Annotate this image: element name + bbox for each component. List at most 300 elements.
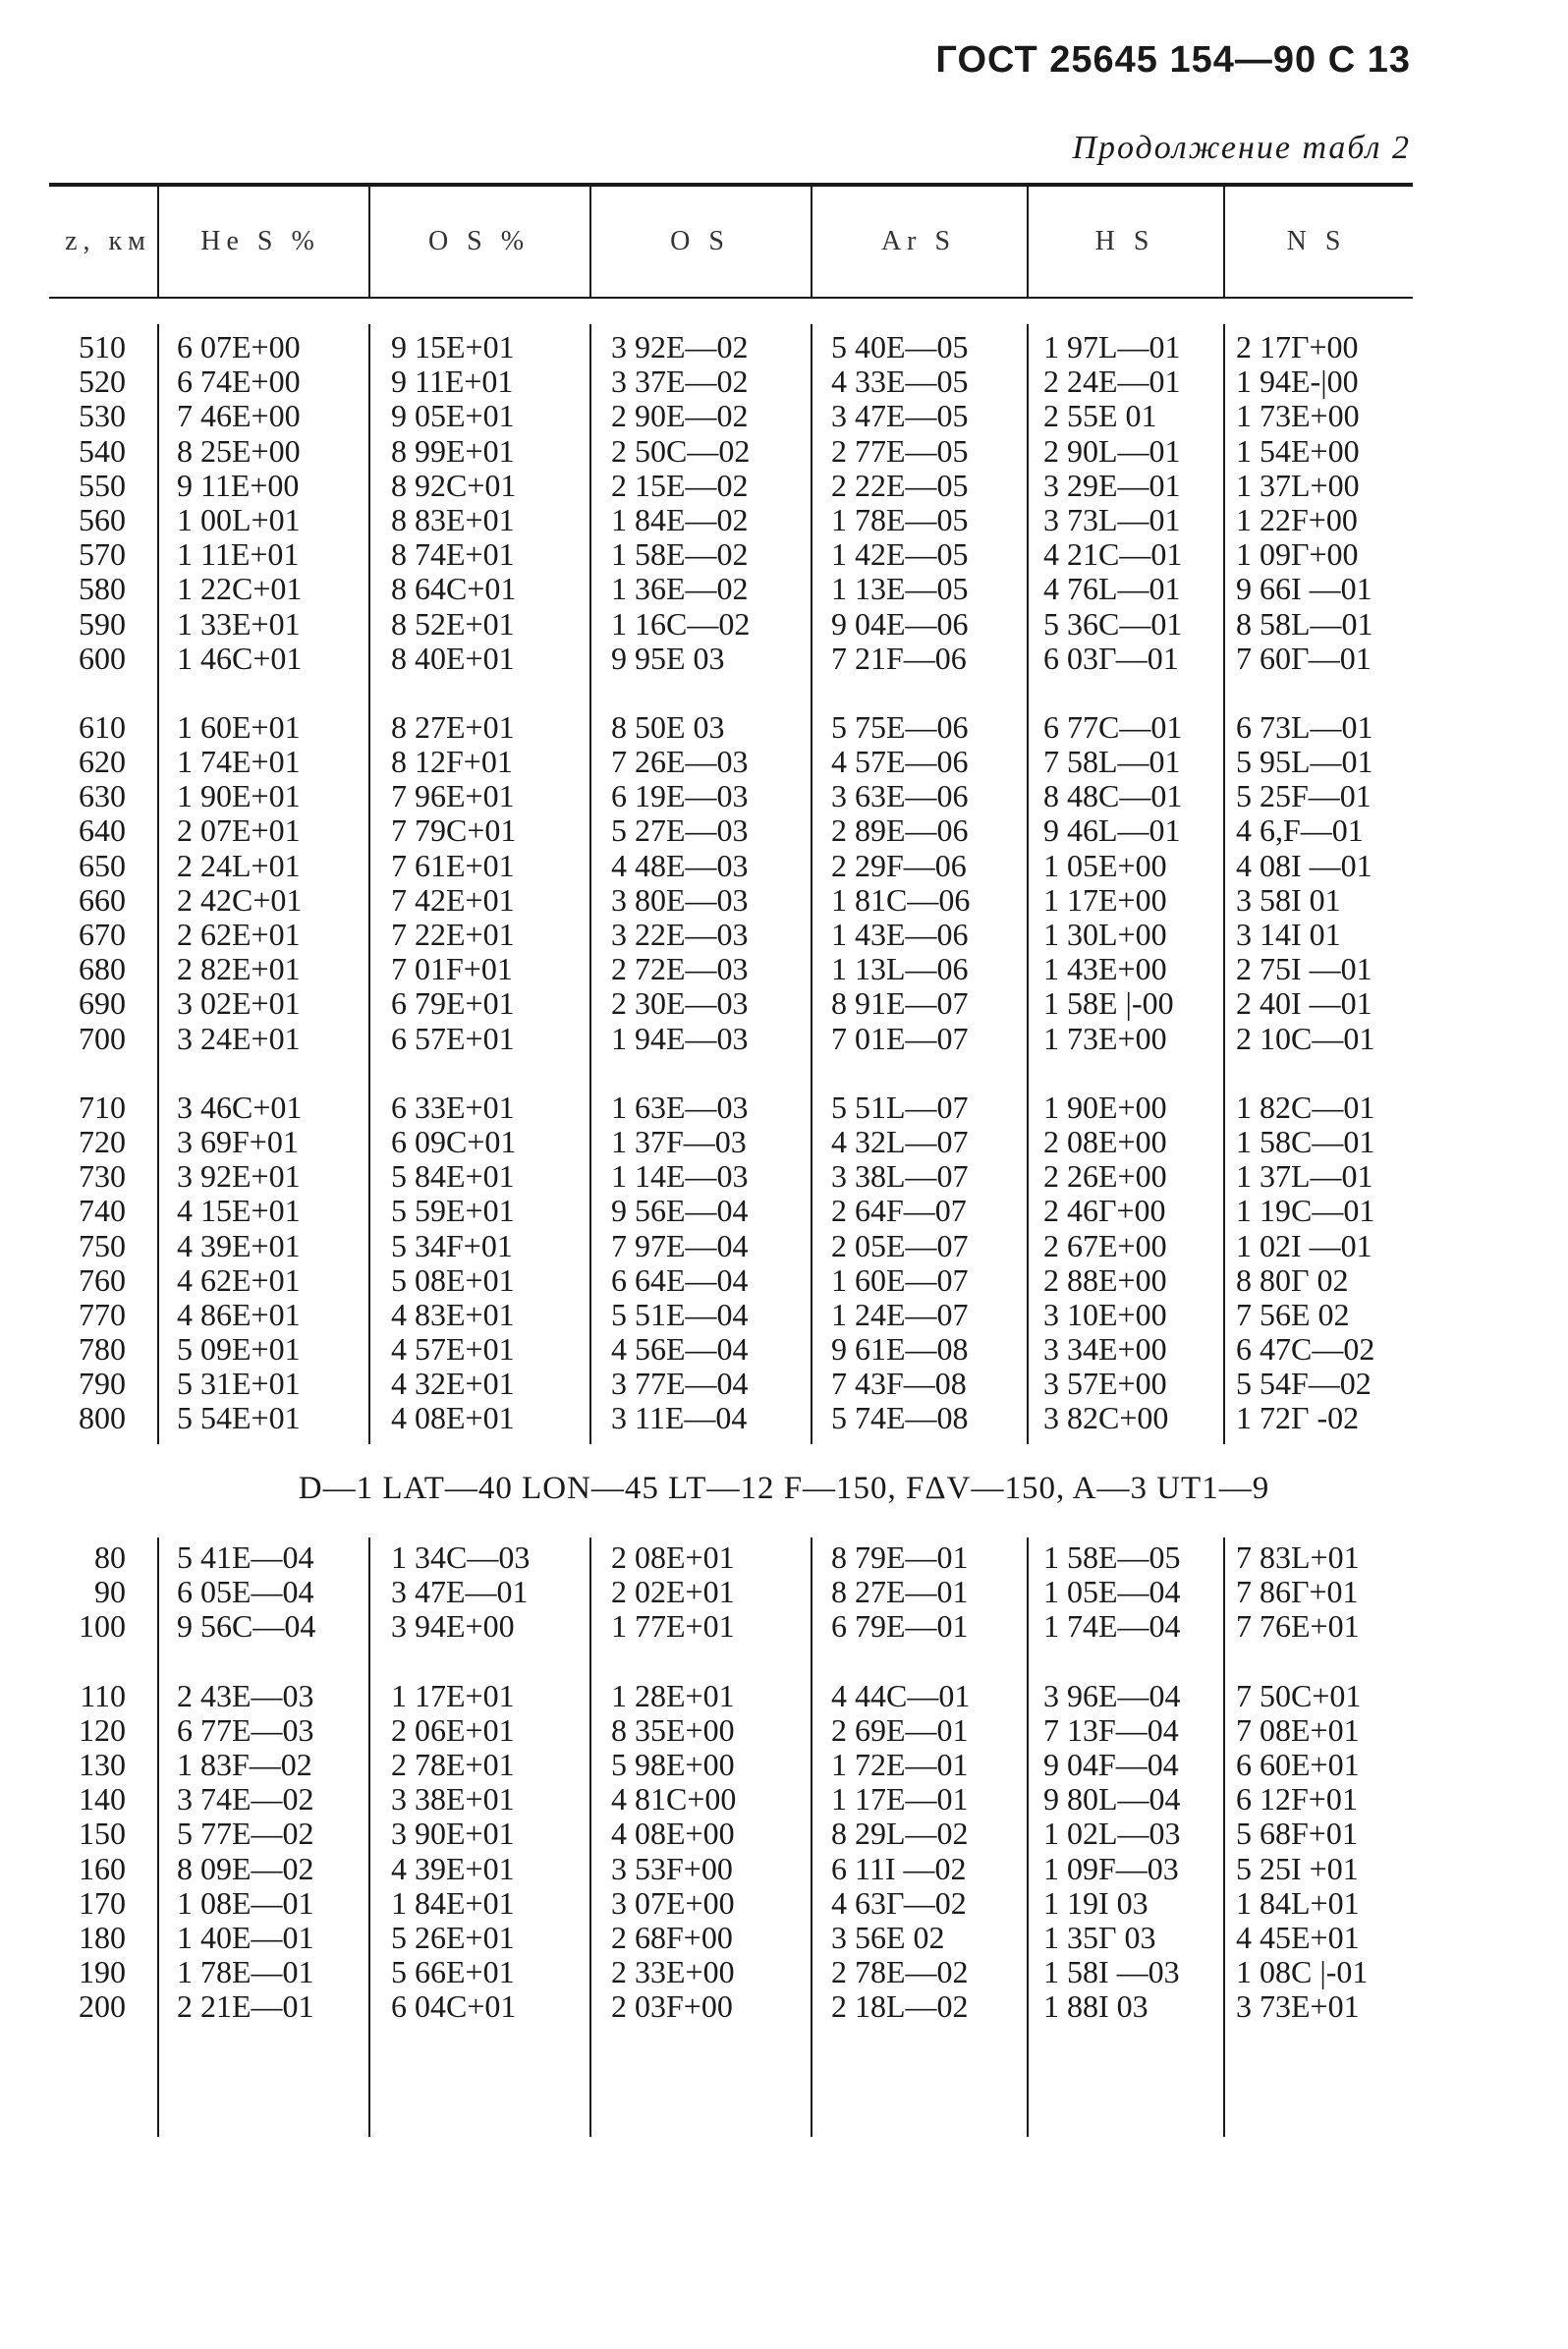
value-cell: 6 77C—01 xyxy=(1043,708,1183,745)
value-cell: 7 76E+01 xyxy=(1236,1608,1360,1645)
altitude-cell: 100 xyxy=(79,1608,126,1645)
value-cell: 7 56E 02 xyxy=(1236,1296,1350,1332)
table-row xyxy=(0,813,1568,848)
table-header-rule xyxy=(49,297,1413,299)
column-header-h: H S xyxy=(1094,226,1155,256)
value-cell: 5 51L—07 xyxy=(831,1089,969,1125)
altitude-cell: 540 xyxy=(79,432,126,469)
table-row xyxy=(0,1989,1568,2024)
value-cell: 1 05E—04 xyxy=(1043,1574,1181,1610)
value-cell: 9 66I —01 xyxy=(1236,571,1372,607)
table-row xyxy=(0,745,1568,779)
value-cell: 2 69E—01 xyxy=(831,1711,969,1748)
value-cell: 4 39E+01 xyxy=(177,1227,301,1263)
value-cell: 6 74E+00 xyxy=(177,364,301,400)
value-cell: 8 64C+01 xyxy=(391,571,517,607)
value-cell: 2 05E—07 xyxy=(831,1227,969,1263)
value-cell: 9 80L—04 xyxy=(1043,1781,1181,1818)
value-cell: 1 17E+01 xyxy=(391,1677,515,1713)
value-cell: 5 31E+01 xyxy=(177,1366,301,1402)
value-cell: 3 38E+01 xyxy=(391,1781,515,1818)
value-cell: 4 33E—05 xyxy=(831,364,969,400)
value-cell: 8 40E+01 xyxy=(391,640,515,676)
table-row xyxy=(0,434,1568,469)
value-cell: 7 61E+01 xyxy=(391,847,515,883)
column-divider xyxy=(157,187,159,297)
table-row xyxy=(0,607,1568,642)
value-cell: 2 33E+00 xyxy=(611,1954,735,1990)
value-cell: 6 11I —02 xyxy=(831,1850,967,1886)
value-cell: 4 6,F—01 xyxy=(1236,812,1364,849)
value-cell: 1 36E—02 xyxy=(611,571,749,607)
value-cell: 7 86Г+01 xyxy=(1236,1574,1359,1610)
column-header-he: He S % xyxy=(200,226,320,256)
value-cell: 2 67E+00 xyxy=(1043,1227,1167,1263)
value-cell: 1 74E—04 xyxy=(1043,1608,1181,1645)
table-block-upper xyxy=(0,330,1568,1436)
column-header-o: O S xyxy=(670,226,730,256)
value-cell: 1 16C—02 xyxy=(611,605,751,642)
table-row xyxy=(0,537,1568,572)
table-row xyxy=(0,1367,1568,1401)
value-cell: 5 51E—04 xyxy=(611,1296,749,1332)
value-cell: 7 08E+01 xyxy=(1236,1711,1360,1748)
value-cell: 2 64F—07 xyxy=(831,1193,967,1229)
value-cell: 4 08I —01 xyxy=(1236,847,1372,883)
value-cell: 3 29E—01 xyxy=(1043,467,1181,503)
value-cell: 1 37L—01 xyxy=(1236,1158,1373,1195)
value-cell: 1 08E—01 xyxy=(177,1884,314,1921)
value-cell: 4 21C—01 xyxy=(1043,536,1183,573)
value-cell: 3 47E—01 xyxy=(391,1574,529,1610)
value-cell: 3 92E+01 xyxy=(177,1158,301,1195)
value-cell: 3 53F+00 xyxy=(611,1850,733,1886)
value-cell: 7 21F—06 xyxy=(831,640,967,676)
altitude-cell: 640 xyxy=(79,812,126,849)
value-cell: 2 08E+00 xyxy=(1043,1123,1167,1159)
altitude-cell: 140 xyxy=(79,1781,126,1818)
value-cell: 4 81C+00 xyxy=(611,1781,737,1818)
value-cell: 4 32L—07 xyxy=(831,1123,969,1159)
altitude-cell: 590 xyxy=(79,605,126,642)
value-cell: 1 02I —01 xyxy=(1236,1227,1372,1263)
value-cell: 7 50C+01 xyxy=(1236,1677,1362,1713)
value-cell: 8 74E+01 xyxy=(391,536,515,573)
value-cell: 7 46E+00 xyxy=(177,398,301,434)
value-cell: 4 57E—06 xyxy=(831,744,969,780)
table-row xyxy=(0,1713,1568,1748)
value-cell: 5 25I +01 xyxy=(1236,1850,1359,1886)
table-row xyxy=(0,1852,1568,1886)
altitude-cell: 130 xyxy=(79,1746,126,1782)
column-header-ar: Ar S xyxy=(880,226,957,256)
column-divider xyxy=(811,187,812,297)
value-cell: 2 30E—03 xyxy=(611,985,749,1022)
value-cell: 2 07E+01 xyxy=(177,812,301,849)
table-row xyxy=(0,1817,1568,1851)
altitude-cell: 650 xyxy=(79,847,126,883)
table-top-rule xyxy=(49,183,1413,187)
value-cell: 5 68F+01 xyxy=(1236,1816,1358,1852)
altitude-cell: 150 xyxy=(79,1816,126,1852)
value-cell: 7 22E+01 xyxy=(391,917,515,952)
value-cell: 5 25F—01 xyxy=(1236,778,1372,814)
value-cell: 9 04F—04 xyxy=(1043,1746,1179,1782)
table-row xyxy=(0,1955,1568,1989)
value-cell: 1 58E—02 xyxy=(611,536,749,573)
value-cell: 3 63E—06 xyxy=(831,778,969,814)
value-cell: 8 91E—07 xyxy=(831,985,969,1022)
value-cell: 9 15E+01 xyxy=(391,329,515,364)
value-cell: 5 54E+01 xyxy=(177,1400,301,1436)
value-cell: 1 28E+01 xyxy=(611,1677,735,1713)
value-cell: 1 43E+00 xyxy=(1043,951,1167,987)
altitude-cell: 750 xyxy=(79,1227,126,1263)
value-cell: 5 26E+01 xyxy=(391,1919,515,1955)
table-row xyxy=(0,399,1568,433)
table-row xyxy=(0,883,1568,918)
value-cell: 2 82E+01 xyxy=(177,951,301,987)
altitude-cell: 710 xyxy=(79,1089,126,1125)
value-cell: 1 94E—03 xyxy=(611,1020,749,1056)
value-cell: 2 62E+01 xyxy=(177,917,301,952)
value-cell: 4 44C—01 xyxy=(831,1677,971,1713)
value-cell: 8 09E—02 xyxy=(177,1850,314,1886)
value-cell: 3 80E—03 xyxy=(611,881,749,918)
value-cell: 2 42C+01 xyxy=(177,881,303,918)
value-cell: 2 72E—03 xyxy=(611,951,749,987)
value-cell: 2 10C—01 xyxy=(1236,1020,1375,1056)
value-cell: 1 63E—03 xyxy=(611,1089,749,1125)
value-cell: 4 15E+01 xyxy=(177,1193,301,1229)
value-cell: 4 62E+01 xyxy=(177,1261,301,1298)
column-divider xyxy=(1027,187,1029,297)
table-row xyxy=(0,710,1568,745)
value-cell: 1 88I 03 xyxy=(1043,1988,1148,2025)
value-cell: 1 40E—01 xyxy=(177,1919,314,1955)
value-cell: 9 11E+00 xyxy=(177,467,300,503)
value-cell: 1 22C+01 xyxy=(177,571,303,607)
value-cell: 1 84E+01 xyxy=(391,1884,515,1921)
value-cell: 8 25E+00 xyxy=(177,432,301,469)
value-cell: 8 27E—01 xyxy=(831,1574,969,1610)
value-cell: 1 24E—07 xyxy=(831,1296,969,1332)
value-cell: 9 04E—06 xyxy=(831,605,969,642)
value-cell: 4 63Г—02 xyxy=(831,1884,967,1921)
value-cell: 5 27E—03 xyxy=(611,812,749,849)
value-cell: 6 33E+01 xyxy=(391,1089,515,1125)
altitude-cell: 670 xyxy=(79,917,126,952)
value-cell: 1 83F—02 xyxy=(177,1746,312,1782)
value-cell: 2 46Г+00 xyxy=(1043,1193,1166,1229)
table-row xyxy=(0,503,1568,537)
value-cell: 1 00L+01 xyxy=(177,501,301,537)
value-cell: 5 54F—02 xyxy=(1236,1366,1372,1402)
altitude-cell: 600 xyxy=(79,640,126,676)
value-cell: 4 76L—01 xyxy=(1043,571,1181,607)
altitude-cell: 680 xyxy=(79,951,126,987)
value-cell: 1 72E—01 xyxy=(831,1746,969,1782)
value-cell: 2 21E—01 xyxy=(177,1988,314,2025)
value-cell: 7 01E—07 xyxy=(831,1020,969,1056)
value-cell: 2 77E—05 xyxy=(831,432,969,469)
value-cell: 5 09E+01 xyxy=(177,1331,301,1368)
value-cell: 2 89E—06 xyxy=(831,812,969,849)
value-cell: 7 01F+01 xyxy=(391,951,513,987)
value-cell: 6 73L—01 xyxy=(1236,708,1373,745)
value-cell: 7 60Г—01 xyxy=(1236,640,1372,676)
altitude-cell: 80 xyxy=(94,1539,126,1575)
value-cell: 2 78E—02 xyxy=(831,1954,969,1990)
value-cell: 1 78E—05 xyxy=(831,501,969,537)
value-cell: 1 08C |-01 xyxy=(1236,1954,1369,1990)
value-cell: 1 78E—01 xyxy=(177,1954,314,1990)
value-cell: 7 83L+01 xyxy=(1236,1539,1360,1575)
table-row xyxy=(0,1609,1568,1644)
altitude-cell: 520 xyxy=(79,364,126,400)
value-cell: 5 77E—02 xyxy=(177,1816,314,1852)
value-cell: 1 33E+01 xyxy=(177,605,301,642)
value-cell: 1 90E+00 xyxy=(1043,1089,1167,1125)
value-cell: 8 52E+01 xyxy=(391,605,515,642)
value-cell: 4 08E+01 xyxy=(391,1400,515,1436)
value-cell: 9 11E+01 xyxy=(391,364,514,400)
value-cell: 1 13L—06 xyxy=(831,951,969,987)
value-cell: 4 45E+01 xyxy=(1236,1919,1360,1955)
value-cell: 1 17E—01 xyxy=(831,1781,969,1818)
value-cell: 4 57E+01 xyxy=(391,1331,515,1368)
value-cell: 2 75I —01 xyxy=(1236,951,1372,987)
altitude-cell: 720 xyxy=(79,1123,126,1159)
altitude-cell: 530 xyxy=(79,398,126,434)
value-cell: 5 74E—08 xyxy=(831,1400,969,1436)
value-cell: 6 04C+01 xyxy=(391,1988,517,2025)
column-divider xyxy=(589,187,591,297)
value-cell: 1 94E-|00 xyxy=(1236,364,1359,400)
value-cell: 2 08E+01 xyxy=(611,1539,735,1575)
value-cell: 4 83E+01 xyxy=(391,1296,515,1332)
altitude-cell: 160 xyxy=(79,1850,126,1886)
value-cell: 1 37L+00 xyxy=(1236,467,1360,503)
value-cell: 5 95L—01 xyxy=(1236,744,1373,780)
altitude-cell: 730 xyxy=(79,1158,126,1195)
value-cell: 1 72Г -02 xyxy=(1236,1400,1360,1436)
table-row xyxy=(0,1540,1568,1575)
altitude-cell: 560 xyxy=(79,501,126,537)
value-cell: 3 56E 02 xyxy=(831,1919,945,1955)
table-row xyxy=(0,642,1568,676)
table-row xyxy=(0,1091,1568,1125)
value-cell: 1 73E+00 xyxy=(1043,1020,1167,1056)
value-cell: 6 05E—04 xyxy=(177,1574,314,1610)
value-cell: 1 46C+01 xyxy=(177,640,303,676)
table-row xyxy=(0,330,1568,364)
value-cell: 2 90L—01 xyxy=(1043,432,1181,469)
column-header-altitude: z, км xyxy=(65,226,151,256)
value-cell: 2 17Г+00 xyxy=(1236,329,1359,364)
page-header: ГОСТ 25645 154—90 С 13 xyxy=(935,39,1411,81)
table-row xyxy=(0,1401,1568,1435)
altitude-cell: 510 xyxy=(79,329,126,364)
value-cell: 1 22F+00 xyxy=(1236,501,1358,537)
value-cell: 1 84L+01 xyxy=(1236,1884,1360,1921)
value-cell: 6 07E+00 xyxy=(177,329,301,364)
value-cell: 3 38L—07 xyxy=(831,1158,969,1195)
value-cell: 8 12F+01 xyxy=(391,744,513,780)
value-cell: 3 92E—02 xyxy=(611,329,749,364)
value-cell: 8 29L—02 xyxy=(831,1816,969,1852)
altitude-cell: 200 xyxy=(79,1988,126,2025)
value-cell: 7 43F—08 xyxy=(831,1366,967,1402)
altitude-cell: 780 xyxy=(79,1331,126,1368)
value-cell: 4 56E—04 xyxy=(611,1331,749,1368)
value-cell: 1 74E+01 xyxy=(177,744,301,780)
value-cell: 2 03F+00 xyxy=(611,1988,733,2025)
value-cell: 2 88E+00 xyxy=(1043,1261,1167,1298)
altitude-cell: 110 xyxy=(80,1677,126,1713)
value-cell: 1 30L+00 xyxy=(1043,917,1167,952)
table-row xyxy=(0,1263,1568,1298)
value-cell: 1 09Г+00 xyxy=(1236,536,1359,573)
value-cell: 4 86E+01 xyxy=(177,1296,301,1332)
value-cell: 1 35Г 03 xyxy=(1043,1919,1156,1955)
value-cell: 1 84E—02 xyxy=(611,501,749,537)
value-cell: 2 40I —01 xyxy=(1236,985,1372,1022)
value-cell: 3 14I 01 xyxy=(1236,917,1341,952)
altitude-cell: 570 xyxy=(79,536,126,573)
column-divider xyxy=(368,187,370,297)
value-cell: 8 50E 03 xyxy=(611,708,725,745)
value-cell: 1 73E+00 xyxy=(1236,398,1360,434)
table-row xyxy=(0,1194,1568,1228)
value-cell: 6 60E+01 xyxy=(1236,1746,1360,1782)
value-cell: 7 13F—04 xyxy=(1043,1711,1179,1748)
value-cell: 1 11E+01 xyxy=(177,536,300,573)
value-cell: 9 61E—08 xyxy=(831,1331,969,1368)
altitude-cell: 790 xyxy=(79,1366,126,1402)
table-row xyxy=(0,469,1568,503)
altitude-cell: 700 xyxy=(79,1020,126,1056)
value-cell: 9 56E—04 xyxy=(611,1193,749,1229)
altitude-cell: 550 xyxy=(79,467,126,503)
table-row xyxy=(0,1229,1568,1263)
value-cell: 9 46L—01 xyxy=(1043,812,1181,849)
altitude-cell: 580 xyxy=(79,571,126,607)
table-row xyxy=(0,1332,1568,1367)
value-cell: 2 06E+01 xyxy=(391,1711,515,1748)
value-cell: 8 79E—01 xyxy=(831,1539,969,1575)
value-cell: 8 99E+01 xyxy=(391,432,515,469)
table-row xyxy=(0,1782,1568,1817)
value-cell: 3 07E+00 xyxy=(611,1884,735,1921)
value-cell: 9 56C—04 xyxy=(177,1608,316,1645)
altitude-cell: 610 xyxy=(79,708,126,745)
value-cell: 3 69F+01 xyxy=(177,1123,299,1159)
value-cell: 1 58I —03 xyxy=(1043,1954,1180,1990)
conditions-line: D—1 LAT—40 LON—45 LT—12 F—150, FΔV—150, A—3 UT1—9 xyxy=(298,1471,1270,1506)
value-cell: 1 97L—01 xyxy=(1043,329,1181,364)
value-cell: 6 12F+01 xyxy=(1236,1781,1358,1818)
altitude-cell: 170 xyxy=(79,1884,126,1921)
column-header-o2: O S % xyxy=(427,226,531,256)
table-row xyxy=(0,986,1568,1021)
altitude-cell: 760 xyxy=(79,1261,126,1298)
value-cell: 3 37E—02 xyxy=(611,364,749,400)
altitude-cell: 90 xyxy=(94,1574,126,1610)
value-cell: 2 50C—02 xyxy=(611,432,751,469)
value-cell: 3 73L—01 xyxy=(1043,501,1181,537)
value-cell: 3 74E—02 xyxy=(177,1781,314,1818)
table-row xyxy=(0,1921,1568,1955)
value-cell: 6 64E—04 xyxy=(611,1261,749,1298)
value-cell: 3 57E+00 xyxy=(1043,1366,1167,1402)
table-row xyxy=(0,1298,1568,1332)
value-cell: 4 39E+01 xyxy=(391,1850,515,1886)
altitude-cell: 630 xyxy=(79,778,126,814)
table-continuation-label: Продолжение табл 2 xyxy=(1072,130,1411,166)
value-cell: 6 47C—02 xyxy=(1236,1331,1375,1368)
value-cell: 4 48E—03 xyxy=(611,847,749,883)
value-cell: 2 90E—02 xyxy=(611,398,749,434)
value-cell: 7 96E+01 xyxy=(391,778,515,814)
value-cell: 3 34E+00 xyxy=(1043,1331,1167,1368)
value-cell: 3 96E—04 xyxy=(1043,1677,1181,1713)
table-row xyxy=(0,1886,1568,1921)
value-cell: 3 82C+00 xyxy=(1043,1400,1169,1436)
value-cell: 1 90E+01 xyxy=(177,778,301,814)
value-cell: 2 68F+00 xyxy=(611,1919,733,1955)
table-row xyxy=(0,1159,1568,1194)
value-cell: 1 54E+00 xyxy=(1236,432,1360,469)
table-row xyxy=(0,1575,1568,1609)
value-cell: 1 58E |-00 xyxy=(1043,985,1174,1022)
value-cell: 1 17E+00 xyxy=(1043,881,1167,918)
value-cell: 2 24E—01 xyxy=(1043,364,1181,400)
value-cell: 8 35E+00 xyxy=(611,1711,735,1748)
value-cell: 9 95E 03 xyxy=(611,640,725,676)
value-cell: 3 46C+01 xyxy=(177,1089,303,1125)
value-cell: 2 15E—02 xyxy=(611,467,749,503)
value-cell: 3 90E+01 xyxy=(391,1816,515,1852)
altitude-cell: 770 xyxy=(79,1296,126,1332)
value-cell: 3 22E—03 xyxy=(611,917,749,952)
value-cell: 5 34F+01 xyxy=(391,1227,513,1263)
value-cell: 1 14E—03 xyxy=(611,1158,749,1195)
value-cell: 2 02E+01 xyxy=(611,1574,735,1610)
table-row xyxy=(0,1022,1568,1056)
value-cell: 8 80Г 02 xyxy=(1236,1261,1349,1298)
value-cell: 1 05E+00 xyxy=(1043,847,1167,883)
table-row xyxy=(0,572,1568,606)
altitude-cell: 690 xyxy=(79,985,126,1022)
value-cell: 9 05E+01 xyxy=(391,398,515,434)
value-cell: 5 84E+01 xyxy=(391,1158,515,1195)
value-cell: 6 09C+01 xyxy=(391,1123,517,1159)
value-cell: 1 60E—07 xyxy=(831,1261,969,1298)
altitude-cell: 800 xyxy=(79,1400,126,1436)
value-cell: 1 42E—05 xyxy=(831,536,969,573)
value-cell: 3 77E—04 xyxy=(611,1366,749,1402)
value-cell: 2 22E—05 xyxy=(831,467,969,503)
value-cell: 1 81C—06 xyxy=(831,881,971,918)
value-cell: 3 94E+00 xyxy=(391,1608,515,1645)
value-cell: 6 57E+01 xyxy=(391,1020,515,1056)
value-cell: 3 24E+01 xyxy=(177,1020,301,1056)
column-divider xyxy=(1223,187,1225,297)
value-cell: 5 41E—04 xyxy=(177,1539,314,1575)
altitude-cell: 180 xyxy=(79,1919,126,1955)
value-cell: 3 58I 01 xyxy=(1236,881,1341,918)
